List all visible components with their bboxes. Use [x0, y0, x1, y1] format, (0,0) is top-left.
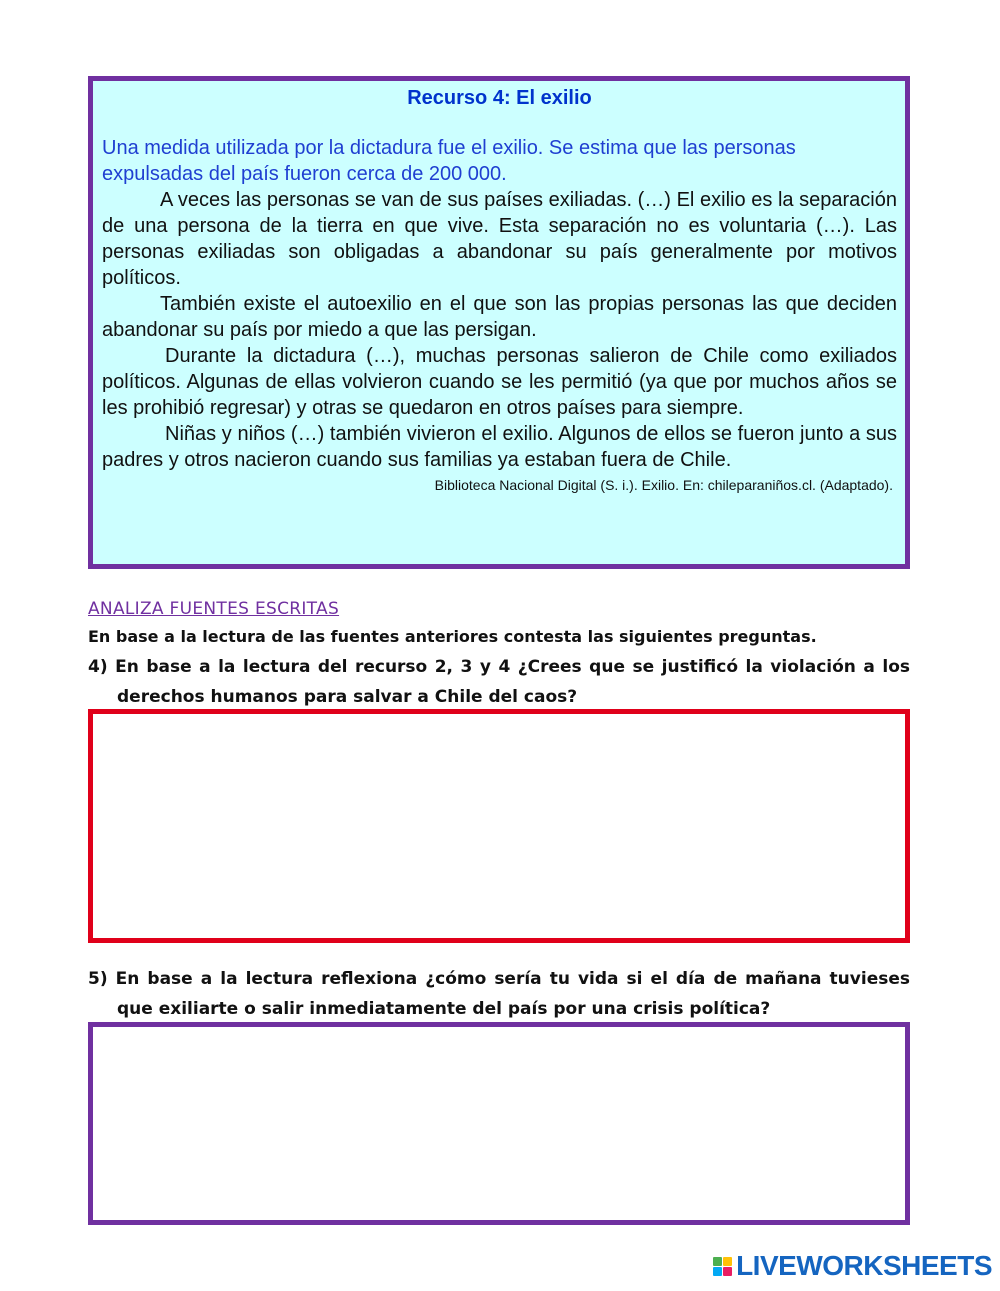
answer-box-question-4[interactable]: [88, 709, 910, 943]
resource-paragraph-1: A veces las personas se van de sus países exiliadas. (…) El exilio es la separación de una persona de la tierra en que vive. Esta separación no es voluntaria (…). Las personas exiliadas son obligadas a abandonar su país generalmente por motivos políticos.: [102, 189, 897, 289]
liveworksheets-brand: [713, 1251, 992, 1281]
answer-box-question-5[interactable]: [88, 1022, 910, 1225]
resource-4-box: [88, 76, 910, 569]
resource-paragraph-3: Durante la dictadura (…), muchas personas salieron de Chile como exiliados políticos. Algunas de ellas volvieron cuando se les permitió (ya que por muchos años se les prohibió regresar) y otras se quedaron en otros países para siempre.: [102, 345, 897, 419]
logo-square-2: [723, 1257, 732, 1266]
question-4: 4) En base a la lectura del recurso 2, 3 y 4 ¿Crees que se justificó la violación a los derechos humanos para salvar a Chile del caos?: [88, 657, 910, 707]
section-instruction: En base a la lectura de las fuentes anteriores contesta las siguientes preguntas.: [88, 627, 817, 646]
brand-name: LIVEWORKSHEETS: [736, 1250, 992, 1281]
resource-intro: Una medida utilizada por la dictadura fue el exilio. Se estima que las personas expulsadas del país fueron cerca de 200 000.: [102, 137, 796, 185]
liveworksheets-logo-icon: [713, 1257, 732, 1276]
logo-square-4: [723, 1267, 732, 1276]
section-heading: ANALIZA FUENTES ESCRITAS: [88, 599, 340, 619]
logo-square-3: [713, 1267, 722, 1276]
question-5: 5) En base a la lectura reflexiona ¿cómo sería tu vida si el día de mañana tuvieses que exiliarte o salir inmediatamente del país por una crisis política?: [88, 969, 910, 1019]
resource-paragraph-2: También existe el autoexilio en el que son las propias personas las que deciden abandonar su país por miedo a que las persigan.: [102, 293, 897, 341]
resource-paragraph-4: Niñas y niños (…) también vivieron el exilio. Algunos de ellos se fueron junto a sus padres y otros nacieron cuando sus familias ya estaban fuera de Chile.: [102, 423, 897, 471]
logo-square-1: [713, 1257, 722, 1266]
resource-citation: Biblioteca Nacional Digital (S. i.). Exilio. En: chileparaniños.cl. (Adaptado).: [434, 477, 893, 493]
resource-title: Recurso 4: El exilio: [407, 87, 592, 109]
